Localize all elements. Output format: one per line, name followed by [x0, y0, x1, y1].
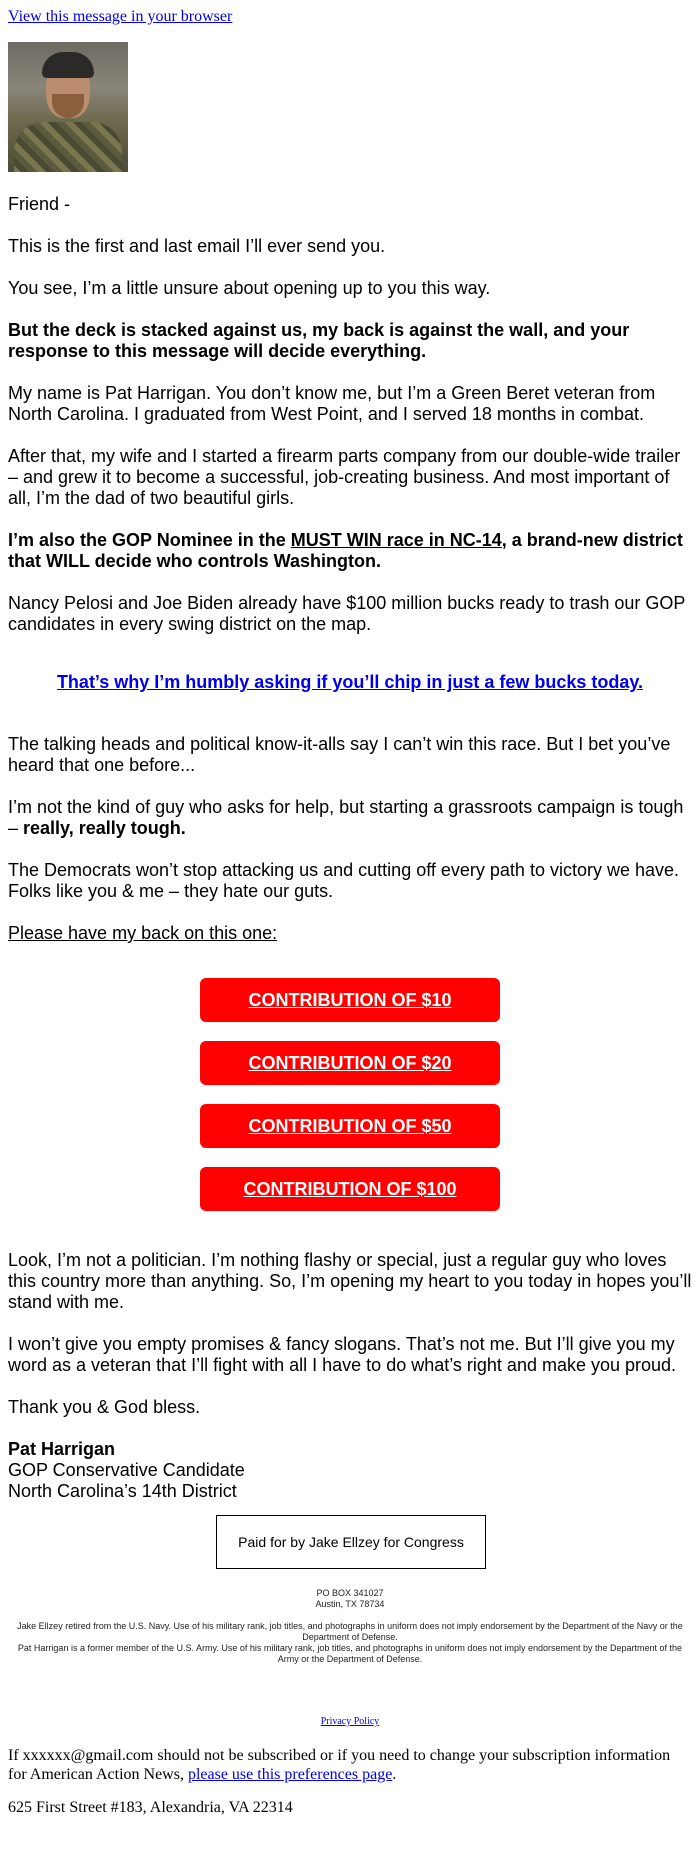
paid-for-box [216, 1515, 486, 1569]
p9-text-a: I’m not the kind of guy who asks for help, but starting a grassroots campaign is tough – [8, 797, 684, 838]
po-box: PO BOX 341027 [316, 1588, 384, 1598]
candidate-photo [8, 42, 128, 172]
paragraph-9 [8, 797, 692, 839]
signature-name: Pat Harrigan [8, 1439, 116, 1459]
contribution-10-button[interactable]: CONTRIBUTION OF $10 [200, 978, 500, 1022]
paragraph-1: This is the first and last email I’ll ever send you. [8, 236, 386, 256]
disclaimer-2: Pat Harrigan is a former member of the U.S. Army. Use of his military rank, job titles, and photographs in uniform does not imply endorsement by the Department of the Army or the Department of Defense. [17, 1643, 683, 1664]
greeting: Friend - [8, 194, 71, 214]
paragraph-2: You see, I’m a little unsure about opening up to you this way. [8, 278, 491, 298]
p6-text-e: , a brand-new district that WILL decide who controls Washington. [8, 530, 683, 571]
contribution-100-button[interactable]: CONTRIBUTION OF $100 [200, 1167, 500, 1211]
unsub-text-b: . [392, 1766, 397, 1783]
privacy-policy-link[interactable]: Privacy Policy [320, 1716, 380, 1727]
paragraph-13: I won’t give you empty promises & fancy slogans. That’s not me. But I’ll give you my word as a veteran that I’ll fight with all I have to do what’s right and make you proud. [8, 1334, 677, 1375]
unsubscribe-text [8, 1746, 692, 1784]
paragraph-14: Thank you & God bless. [8, 1397, 201, 1417]
view-in-browser-link[interactable]: View this message in your browser [8, 8, 233, 25]
photo-uniform [14, 122, 122, 172]
contribution-20-button[interactable]: CONTRIBUTION OF $20 [200, 1041, 500, 1085]
disclaimer-1: Jake Ellzey retired from the U.S. Navy. Use of his military rank, job titles, and photographs in uniform does not imply endorsement by the Department of the Navy or the Department of Defense. [17, 1621, 683, 1642]
city-line: Austin, TX 78734 [315, 1599, 385, 1609]
paragraph-6 [8, 530, 692, 572]
paragraph-3: But the deck is stacked against us, my back is against the wall, and your response to this message will decide everything. [8, 320, 630, 361]
unsub-text-a: If xxxxxx@gmail.com should not be subscribed or if you need to change your subscription information for American Action News, [8, 1747, 671, 1783]
paragraph-12: Look, I’m not a politician. I’m nothing flashy or special, just a regular guy who loves this country more than anything. So, I’m opening my heart to you today in hopes you’ll stand with me. [8, 1250, 692, 1312]
p6-text-d: MUST WIN race in NC-14 [290, 530, 502, 550]
signature-title: GOP Conservative Candidate [8, 1460, 245, 1480]
donate-cta-link[interactable]: That’s why I’m humbly asking if you’ll chip in just a few bucks today. [56, 672, 644, 692]
paragraph-11: Please have my back on this one: [8, 923, 278, 943]
contribution-50-button[interactable]: CONTRIBUTION OF $50 [200, 1104, 500, 1148]
p9-text-b: really, really tough. [23, 818, 186, 838]
signature-district: North Carolina’s 14th District [8, 1481, 237, 1501]
paragraph-4: My name is Pat Harrigan. You don’t know me, but I’m a Green Beret veteran from North Carolina. I graduated from West Point, and I served 18 months in combat. [8, 383, 656, 424]
paragraph-5: After that, my wife and I started a firearm parts company from our double-wide trailer – and grew it to become a successful, job-creating business. And most important of all, I’m the dad of two beautiful girls. [8, 446, 681, 508]
paragraph-7: Nancy Pelosi and Joe Biden already have $100 million bucks ready to trash our GOP candidates in every swing district on the map. [8, 593, 686, 634]
photo-cap [42, 52, 94, 78]
preferences-link[interactable]: please use this preferences page [187, 1766, 393, 1783]
p6-text-c: in the [232, 530, 291, 550]
mailing-address: 625 First Street #183, Alexandria, VA 22314 [8, 1799, 293, 1816]
paid-for-text: Paid for by Jake Ellzey for Congress [238, 1534, 464, 1550]
p6-text-b: GOP Nominee [112, 530, 233, 550]
p6-text-a: I’m also the [8, 530, 113, 550]
paragraph-8: The talking heads and political know-it-alls say I can’t win this race. But I bet you’ve heard that one before... [8, 734, 671, 775]
paragraph-10: The Democrats won’t stop attacking us and cutting off every path to victory we have. Folks like you & me – they hate our guts. [8, 860, 680, 901]
